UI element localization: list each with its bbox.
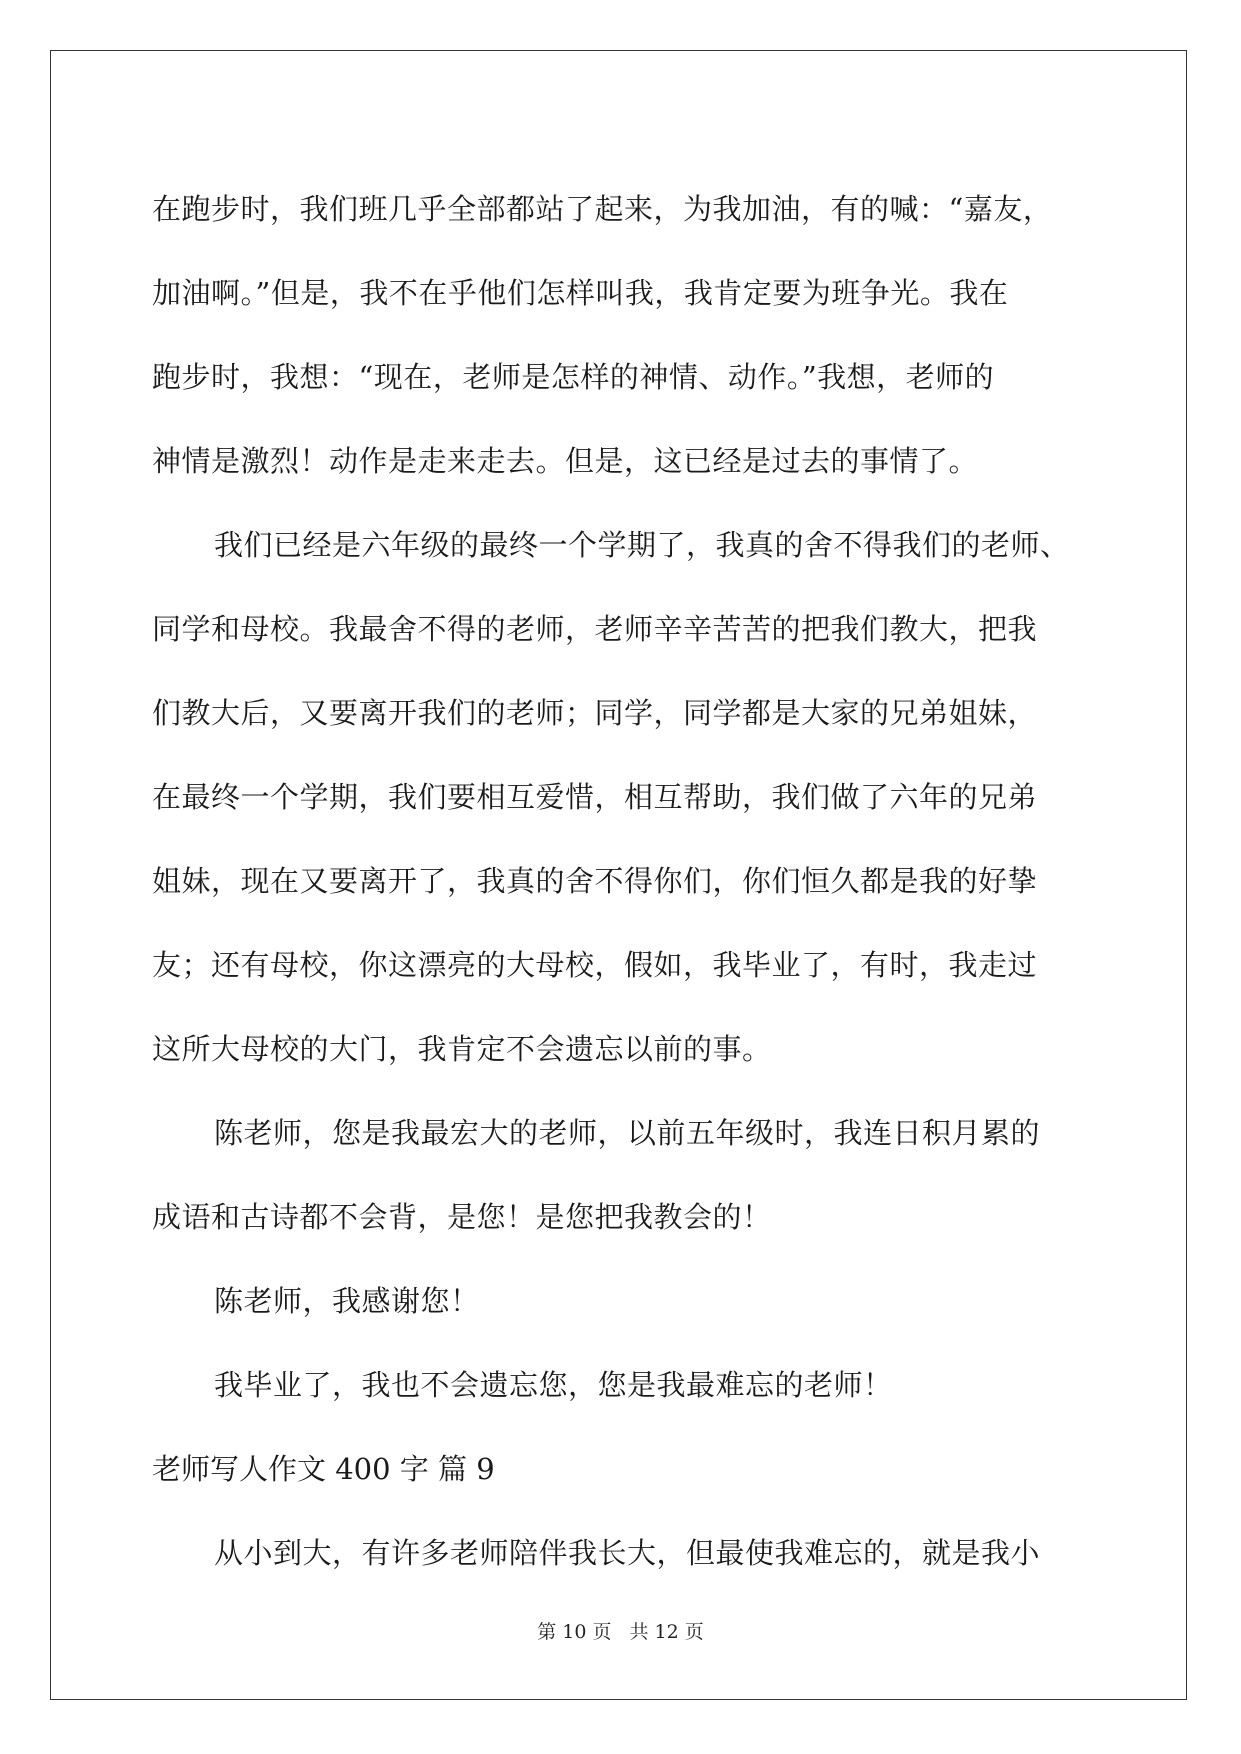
paragraph-start-line: 从小到大，有许多老师陪伴我长大，但最使我难忘的，就是我小: [214, 1536, 1041, 1570]
paragraph-start-line: 我毕业了，我也不会遗忘您，您是我最难忘的老师！: [214, 1368, 893, 1402]
text-line: 在最终一个学期，我们要相互爱惜，相互帮助，我们做了六年的兄弟: [152, 780, 1038, 814]
page-footer: [0, 1617, 1241, 1644]
paragraph-start-line: 陈老师，我感谢您！: [214, 1284, 480, 1318]
text-line: 在跑步时，我们班几乎全部都站了起来，为我加油，有的喊：“嘉友，: [152, 192, 1053, 226]
text-line: 成语和古诗都不会背，是您！是您把我教会的！: [152, 1200, 772, 1234]
text-line: 跑步时，我想：“现在，老师是怎样的神情、动作。”我想，老师的: [152, 360, 995, 394]
section-heading: 老师写人作文 400 字 篇 9: [152, 1452, 495, 1486]
text-line: 神情是激烈！动作是走来走去。但是，这已经是过去的事情了。: [152, 444, 979, 478]
page-number: 第 10 页: [537, 1621, 612, 1643]
paragraph-start-line: 陈老师，您是我最宏大的老师，以前五年级时，我连日积月累的: [214, 1116, 1041, 1150]
text-line: 这所大母校的大门，我肯定不会遗忘以前的事。: [152, 1032, 772, 1066]
text-line: 友；还有母校，你这漂亮的大母校，假如，我毕业了，有时，我走过: [152, 948, 1038, 982]
text-line: 们教大后，又要离开我们的老师；同学，同学都是大家的兄弟姐妹，: [152, 696, 1038, 730]
page-total: 共 12 页: [629, 1621, 704, 1643]
text-line: 同学和母校。我最舍不得的老师，老师辛辛苦苦的把我们教大，把我: [152, 612, 1038, 646]
paragraph-start-line: 我们已经是六年级的最终一个学期了，我真的舍不得我们的老师、: [214, 528, 1070, 562]
text-line: 姐妹，现在又要离开了，我真的舍不得你们，你们恒久都是我的好挚: [152, 864, 1038, 898]
document-body: [152, 167, 1092, 1595]
text-line: 加油啊。”但是，我不在乎他们怎样叫我，我肯定要为班争光。我在: [152, 276, 1009, 310]
